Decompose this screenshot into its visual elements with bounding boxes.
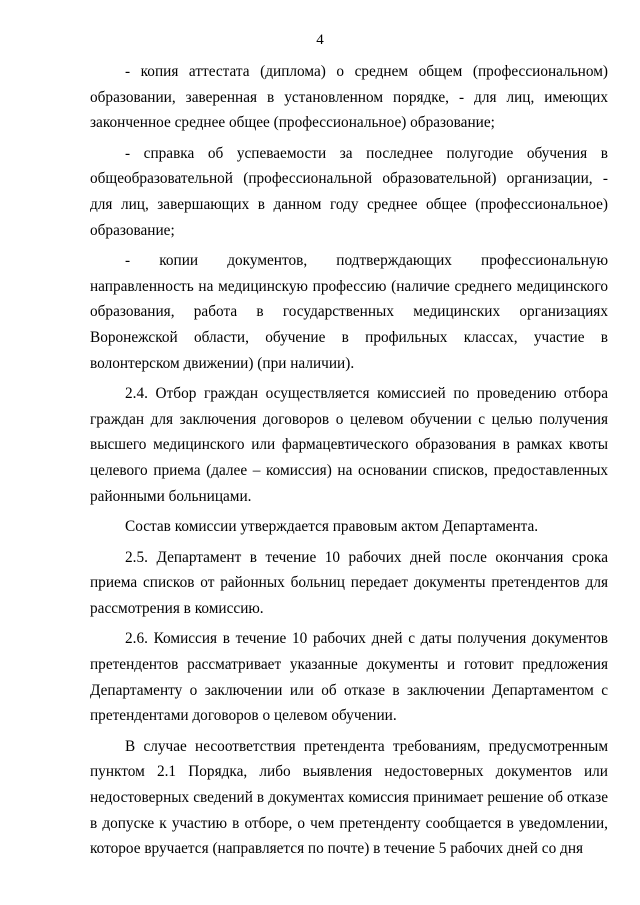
- paragraph-document-copies: - копии документов, подтверждающих профессиональную направленность на медицинскую профессию (наличие среднего медицинского образования, работа в государственных медицинских организациях Воронежской области, обучение в профильных классах, участие в волонтерском движении) (при наличии).: [90, 252, 608, 372]
- paragraph-mismatch-case: В случае несоответствия претендента требованиям, предусмотренным пунктом 2.1 Порядка, либо выявления недостоверных документов или недостоверных сведений в документах комиссия принимает решение об отказе в допуске к участию в отборе, о чем претенденту сообщается в уведомлении, которое вручается (направляется по почте) в течение 5 рабочих дней со дня: [90, 737, 608, 858]
- paragraph-diploma-copy: - копия аттестата (диплома) о среднем общем (профессиональном) образовании, заверенная в установленном порядке, - для лиц, имеющих законченное среднее общее (профессиональное) образование;: [90, 63, 608, 132]
- paragraph-academic-certificate: - справка об успеваемости за последнее полугодие обучения в общеобразовательной (профессиональной образовательной) организации, - для лиц, завершающих в данном году среднее общее (профессиональное) образование;: [90, 144, 608, 239]
- paragraph-2-6: 2.6. Комиссия в течение 10 рабочих дней с даты получения документов претендентов рассматривает указанные документы и готовит предложения Департаменту о заключении или об отказе в заключении Департаментом с претендентами договоров о целевом обучении.: [90, 630, 608, 725]
- page-number: 4: [316, 32, 324, 48]
- paragraph-2-5: 2.5. Департамент в течение 10 рабочих дней после окончания срока приема списков от районных больниц передает документы претендентов для рассмотрения в комиссию.: [90, 548, 608, 617]
- paragraph-commission-composition: Состав комиссии утверждается правовым актом Департамента.: [125, 518, 539, 536]
- paragraph-2-4: 2.4. Отбор граждан осуществляется комиссией по проведению отбора граждан для заключения договоров о целевом обучении с целью получения высшего медицинского или фармацевтического образования в рамках квоты целевого приема (далее – комиссия) на основании списков, предоставленных районными больницами.: [90, 385, 608, 505]
- document-body: [90, 59, 608, 862]
